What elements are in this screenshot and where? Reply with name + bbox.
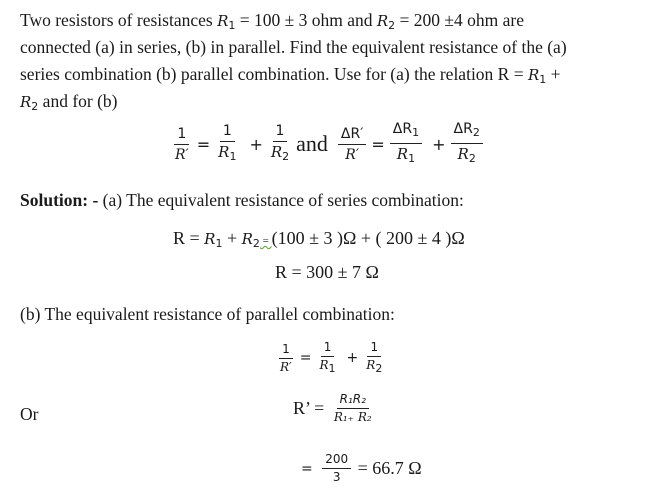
r2-subscript: 2 — [31, 100, 39, 113]
plus-sign: + — [249, 134, 263, 154]
rprime-equation: R’ = $\frac{\text{R₁R₂}}{\text{R₁₊ R₂}}$ — [293, 392, 377, 425]
relations-equation — [170, 120, 485, 168]
final-result: = 66.7 Ω — [353, 458, 422, 478]
fraction-delta-r1: $\frac{\Delta R_1}{R_1}$ — [390, 120, 422, 168]
plus-sign: + — [546, 64, 561, 84]
and-word: and — [296, 131, 328, 156]
r2-symbol: R — [376, 12, 389, 30]
fraction-one-over-r1: $\frac{1}{R_1}$ — [319, 340, 336, 375]
fraction-one-over-r1: $\frac{1}{R_1}$ — [218, 123, 237, 163]
fraction-delta-r2: $\frac{\Delta R_2}{R_2}$ — [451, 120, 483, 168]
plus-sign: + — [346, 350, 359, 366]
r1-symbol: R — [217, 12, 229, 30]
problem-text: Two resistors of resistances — [20, 10, 218, 30]
solution-heading — [20, 186, 464, 214]
fraction-one-over-rprime: $\frac{1}{R'}$ — [175, 125, 189, 163]
fraction-200-over-3: $\frac{200}{3}$ — [322, 452, 351, 485]
final-equation: = $\frac{200}{3}$ = 66.7 Ω — [301, 452, 422, 484]
problem-text: = 200 ±4 ohm are — [395, 10, 524, 30]
plus-sign: + — [432, 134, 446, 154]
problem-text: = 100 ± 3 ohm and — [235, 10, 377, 30]
fraction-one-over-r2: $\frac{1}{R_2}$ — [366, 340, 383, 375]
parallel-equation — [275, 340, 387, 376]
series-equation: $R = R_1 + R_2 = (100 \pm 3$ )Ω + ( 200 ± 4 )Ω — [173, 228, 465, 250]
or-label: Or — [20, 404, 39, 424]
problem-line-2: connected (a) in series, (b) in parallel. Find the equivalent resistance of the (a) — [20, 37, 567, 57]
fraction-delta-rprime: $\frac{\Delta R'}{R'}$ — [338, 125, 366, 164]
r1-subscript: 1 — [228, 19, 236, 32]
problem-text: series combination (b) parallel combination. Use for (a) the relation R = — [20, 64, 528, 84]
solution-label: Solution: - — [20, 190, 99, 210]
r1-subscript: 1 — [539, 73, 547, 86]
fraction-one-over-r2: $\frac{1}{R_2}$ — [270, 123, 290, 163]
part-b-heading: (b) The equivalent resistance of parallel combination: — [20, 304, 395, 324]
fraction-product-over-sum: $\frac{\text{R₁R₂}}{\text{R₁₊ R₂}}$ — [333, 392, 372, 424]
r1-symbol: R — [527, 66, 540, 84]
r2-symbol: R — [20, 93, 32, 111]
r2-subscript: 2 — [388, 19, 396, 32]
fraction-one-over-rprime: $\frac{1}{R'}$ — [280, 341, 292, 374]
problem-line-4 — [20, 87, 118, 121]
problem-text: and for (b) — [38, 91, 118, 111]
equals-sign: = — [196, 134, 211, 154]
equals-sign: = — [371, 134, 385, 154]
series-result: R = 300 ± 7 Ω — [275, 262, 379, 282]
spellcheck-underline: = — [259, 235, 272, 247]
equals-sign: = — [299, 350, 312, 366]
part-a-text: (a) The equivalent resistance of series combination: — [98, 190, 464, 210]
